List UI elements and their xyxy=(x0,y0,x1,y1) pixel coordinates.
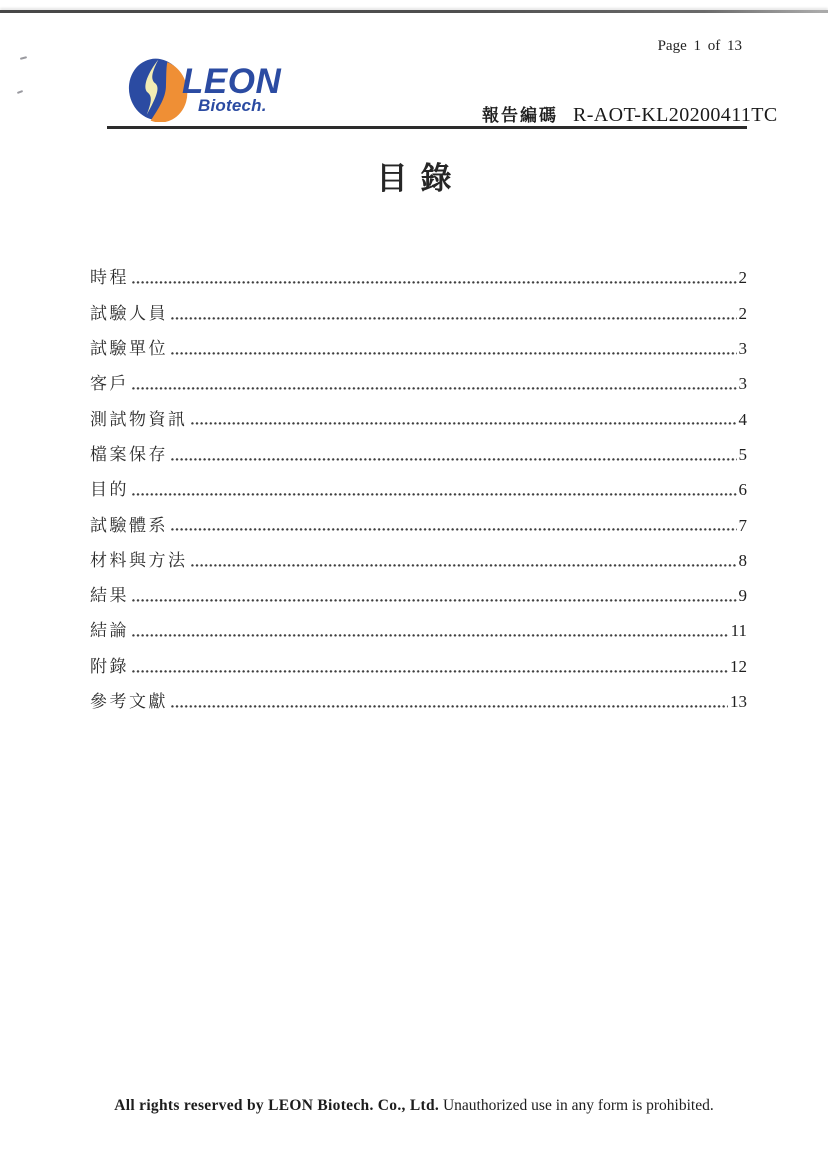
toc-entry-page: 5 xyxy=(738,444,747,464)
toc-entry-label: 參考文獻 xyxy=(90,692,168,712)
toc-dot-leader xyxy=(171,352,737,355)
toc-entry xyxy=(90,605,747,640)
copyright-footer xyxy=(0,1097,828,1115)
toc-entry-page: 3 xyxy=(738,374,747,394)
toc-entry xyxy=(90,499,747,534)
scan-speck xyxy=(17,90,23,94)
toc-list xyxy=(90,252,747,711)
toc-entry-page: 2 xyxy=(738,303,747,323)
toc-dot-leader xyxy=(132,634,729,637)
toc-dot-leader xyxy=(132,599,737,602)
toc-entry xyxy=(90,428,747,463)
report-code-value: R-AOT-KL20200411TC xyxy=(573,104,778,126)
toc-entry xyxy=(90,464,747,499)
toc-entry-label: 附錄 xyxy=(90,656,129,676)
page-title: 目錄 xyxy=(376,161,465,196)
toc-entry-page: 6 xyxy=(738,480,747,500)
toc-entry-label: 試驗單位 xyxy=(90,339,168,359)
scan-artifact-line xyxy=(0,10,828,13)
toc-entry xyxy=(90,570,747,605)
page-indicator: Page 1 of 13 xyxy=(657,38,742,54)
toc-entry-label: 測試物資訊 xyxy=(90,409,188,429)
logo-wordmark: LEON xyxy=(182,62,282,101)
logo-swirl-icon xyxy=(126,57,188,122)
toc-entry xyxy=(90,393,747,428)
report-code-row xyxy=(482,101,778,127)
toc-entry-page: 8 xyxy=(738,550,747,570)
toc-entry xyxy=(90,252,747,287)
leon-biotech-logo xyxy=(126,56,316,122)
toc-entry-label: 時程 xyxy=(90,268,129,288)
toc-entry-page: 7 xyxy=(738,515,747,535)
header-rule xyxy=(107,126,747,129)
toc-entry-label: 檔案保存 xyxy=(90,444,168,464)
toc-dot-leader xyxy=(132,281,737,284)
toc-dot-leader xyxy=(132,670,728,673)
scan-speck xyxy=(20,56,27,60)
toc-entry-page: 9 xyxy=(738,586,747,606)
toc-entry-page: 12 xyxy=(730,656,747,676)
toc-entry-label: 結果 xyxy=(90,586,129,606)
toc-entry-page: 4 xyxy=(738,409,747,429)
toc-entry-label: 試驗體系 xyxy=(90,515,168,535)
report-code-label: 報告編碼 xyxy=(482,106,558,125)
toc-entry-label: 客戶 xyxy=(90,374,129,394)
toc-dot-leader xyxy=(171,705,728,708)
copyright-regular: Unauthorized use in any form is prohibited. xyxy=(442,1097,714,1114)
toc-entry xyxy=(90,640,747,675)
toc-entry-page: 13 xyxy=(730,692,747,712)
toc-dot-leader xyxy=(132,493,737,496)
toc-entry xyxy=(90,358,747,393)
toc-entry-page: 3 xyxy=(738,339,747,359)
toc-entry xyxy=(90,676,747,711)
toc-dot-leader xyxy=(171,528,737,531)
toc-dot-leader xyxy=(132,387,737,390)
toc-entry-page: 2 xyxy=(738,268,747,288)
toc-entry-label: 試驗人員 xyxy=(90,303,168,323)
toc-entry-label: 材料與方法 xyxy=(90,550,188,570)
copyright-bold: All rights reserved by LEON Biotech. Co., Ltd. xyxy=(114,1097,440,1114)
toc-entry-label: 結論 xyxy=(90,621,129,641)
toc-entry xyxy=(90,534,747,569)
toc-dot-leader xyxy=(171,317,737,320)
toc-entry-label: 目的 xyxy=(90,480,129,500)
toc-entry xyxy=(90,323,747,358)
toc-entry xyxy=(90,287,747,322)
toc-dot-leader xyxy=(191,564,737,567)
toc-dot-leader xyxy=(171,458,737,461)
logo-subtitle: Biotech. xyxy=(198,96,267,115)
toc-dot-leader xyxy=(191,422,737,425)
toc-entry-page: 11 xyxy=(730,621,747,641)
